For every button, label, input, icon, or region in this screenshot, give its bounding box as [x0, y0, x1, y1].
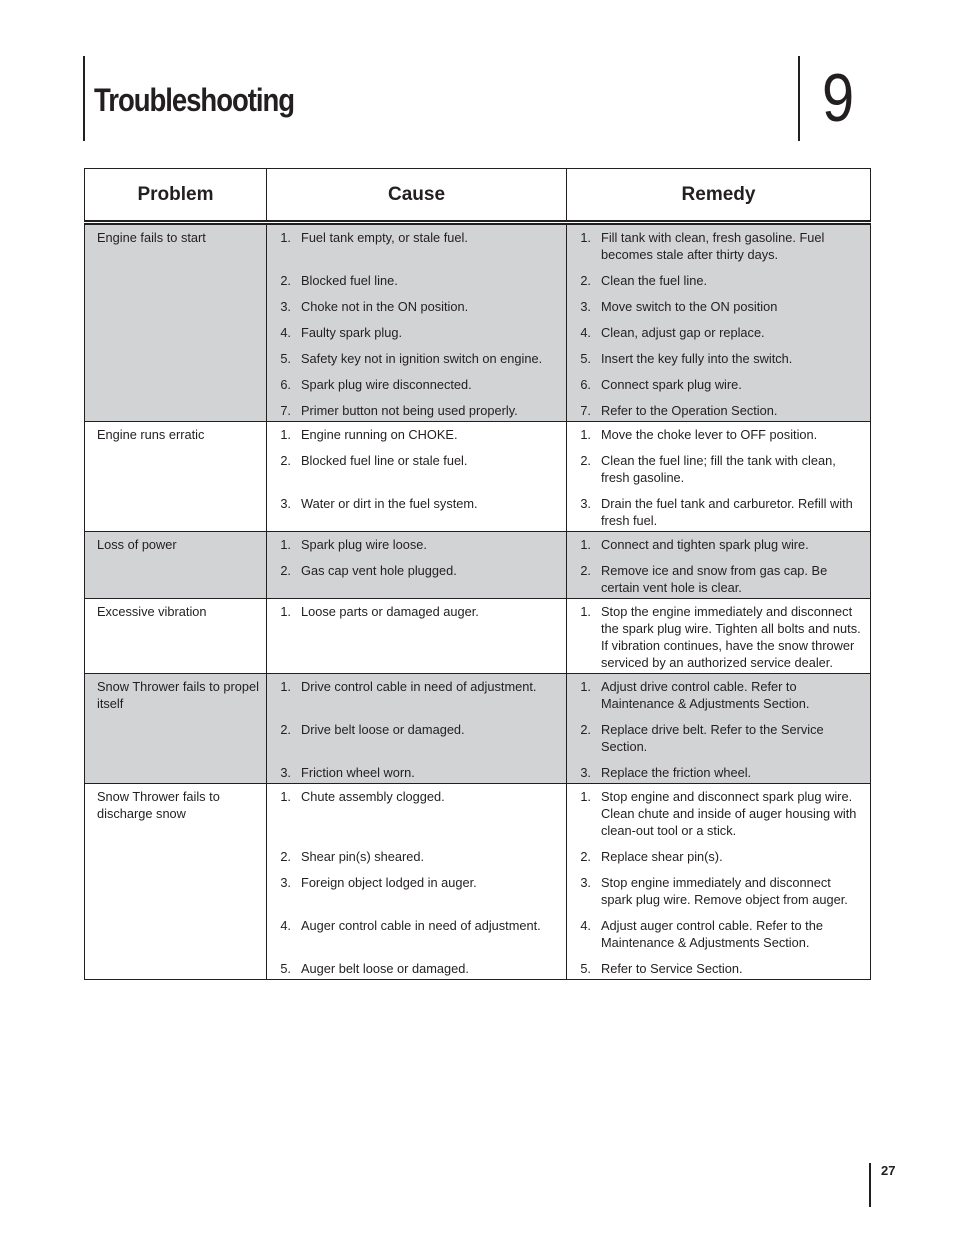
cause-item: [267, 874, 566, 908]
remedy-cell: [567, 422, 871, 532]
cause-item-text: Fuel tank empty, or stale fuel.: [301, 230, 468, 245]
remedy-cell: [567, 532, 871, 599]
remedy-item-number: 3.: [580, 765, 591, 780]
cause-item-number: 5.: [280, 351, 291, 366]
remedy-item-text: Fill tank with clean, fresh gasoline. Fuel becomes stale after thirty days.: [601, 230, 825, 262]
remedy-item-text: Move switch to the ON position: [601, 299, 778, 314]
remedy-item-text: Insert the key fully into the switch.: [601, 351, 793, 366]
cause-item: [267, 848, 566, 865]
cause-item: [267, 426, 566, 443]
remedy-list: [567, 536, 870, 596]
remedy-item-text: Refer to Service Section.: [601, 961, 743, 976]
problem-cell: Loss of power: [85, 532, 267, 599]
cause-item-text: Drive control cable in need of adjustment.: [301, 679, 537, 694]
cause-item-number: 2.: [280, 849, 291, 864]
cause-list: [267, 536, 566, 596]
remedy-cell: [567, 223, 871, 422]
remedy-item: [567, 960, 870, 977]
remedy-item: [567, 298, 870, 315]
cause-item: [267, 298, 566, 315]
cause-item-text: Loose parts or damaged auger.: [301, 604, 479, 619]
remedy-cell: [567, 674, 871, 784]
table-header-row: [85, 169, 871, 223]
cause-item-number: 3.: [280, 299, 291, 314]
cause-cell: [267, 599, 567, 674]
cause-item: [267, 272, 566, 289]
cause-item: [267, 603, 566, 671]
cause-item-number: 1.: [280, 230, 291, 245]
remedy-item: [567, 536, 870, 553]
remedy-item-number: 2.: [580, 453, 591, 468]
cause-item-text: Drive belt loose or damaged.: [301, 722, 465, 737]
remedy-item-number: 1.: [580, 679, 591, 694]
problem-cell: Engine runs erratic: [85, 422, 267, 532]
remedy-item-number: 2.: [580, 273, 591, 288]
cause-item-text: Friction wheel worn.: [301, 765, 415, 780]
remedy-item-text: Connect spark plug wire.: [601, 377, 742, 392]
remedy-item-text: Stop engine immediately and disconnect spark plug wire. Remove object from auger.: [601, 875, 848, 907]
cause-cell: [267, 674, 567, 784]
cause-item-number: 2.: [280, 453, 291, 468]
cause-item: [267, 402, 566, 419]
cause-item-text: Safety key not in ignition switch on engine.: [301, 351, 543, 366]
cause-item: [267, 721, 566, 755]
remedy-item: [567, 402, 870, 419]
remedy-cell: [567, 599, 871, 674]
remedy-list: [567, 788, 870, 977]
remedy-cell: [567, 784, 871, 980]
cause-item-text: Foreign object lodged in auger.: [301, 875, 477, 890]
remedy-item-number: 4.: [580, 918, 591, 933]
cause-item: [267, 678, 566, 712]
table-row: [85, 223, 871, 422]
remedy-item: [567, 426, 870, 443]
header-problem: Problem: [85, 169, 267, 223]
cause-item-text: Auger control cable in need of adjustment.: [301, 918, 541, 933]
remedy-item: [567, 350, 870, 367]
remedy-item: [567, 495, 870, 529]
remedy-item-number: 1.: [580, 604, 591, 619]
chapter-number: 9: [822, 60, 855, 136]
cause-list: [267, 788, 566, 977]
header-remedy: Remedy: [567, 169, 871, 223]
cause-item: [267, 788, 566, 839]
remedy-item: [567, 324, 870, 341]
remedy-item-number: 2.: [580, 563, 591, 578]
cause-item: [267, 452, 566, 486]
cause-item-number: 1.: [280, 604, 291, 619]
remedy-item-number: 1.: [580, 427, 591, 442]
remedy-item-number: 3.: [580, 299, 591, 314]
page-number-divider: [869, 1163, 871, 1207]
cause-item-number: 2.: [280, 722, 291, 737]
cause-item-text: Blocked fuel line or stale fuel.: [301, 453, 468, 468]
remedy-item-number: 4.: [580, 325, 591, 340]
remedy-item-text: Clean the fuel line.: [601, 273, 707, 288]
troubleshooting-table: [84, 168, 871, 980]
cause-item-number: 7.: [280, 403, 291, 418]
remedy-list: [567, 603, 870, 671]
remedy-item: [567, 874, 870, 908]
remedy-item-text: Stop the engine immediately and disconnect the spark plug wire. Tighten all bolts and nuts. If vibration continues, have the snow thrower serviced by an authorized service dealer.: [601, 604, 861, 670]
cause-item: [267, 764, 566, 781]
remedy-item: [567, 764, 870, 781]
cause-item: [267, 350, 566, 367]
remedy-item-number: 7.: [580, 403, 591, 418]
cause-item-text: Primer button not being used properly.: [301, 403, 518, 418]
cause-item-text: Spark plug wire loose.: [301, 537, 427, 552]
remedy-item: [567, 721, 870, 755]
cause-item: [267, 376, 566, 393]
chapter-divider: [798, 56, 800, 141]
remedy-item-number: 6.: [580, 377, 591, 392]
remedy-item: [567, 272, 870, 289]
remedy-list: [567, 426, 870, 529]
remedy-item-number: 3.: [580, 496, 591, 511]
remedy-item-number: 5.: [580, 961, 591, 976]
cause-item-text: Auger belt loose or damaged.: [301, 961, 469, 976]
cause-item-text: Shear pin(s) sheared.: [301, 849, 425, 864]
problem-cell: Excessive vibration: [85, 599, 267, 674]
cause-item-number: 4.: [280, 918, 291, 933]
page-title: Troubleshooting: [94, 82, 295, 118]
remedy-item-number: 2.: [580, 849, 591, 864]
remedy-item-text: Connect and tighten spark plug wire.: [601, 537, 809, 552]
remedy-item-text: Replace shear pin(s).: [601, 849, 723, 864]
remedy-item-text: Remove ice and snow from gas cap. Be certain vent hole is clear.: [601, 563, 828, 595]
remedy-item-number: 2.: [580, 722, 591, 737]
remedy-list: [567, 229, 870, 419]
cause-item-text: Water or dirt in the fuel system.: [301, 496, 478, 511]
cause-item-number: 5.: [280, 961, 291, 976]
remedy-item-number: 3.: [580, 875, 591, 890]
page-number: 27: [881, 1163, 896, 1178]
remedy-item: [567, 788, 870, 839]
problem-cell: Snow Thrower fails to discharge snow: [85, 784, 267, 980]
cause-list: [267, 678, 566, 781]
remedy-item: [567, 603, 870, 671]
cause-item-number: 4.: [280, 325, 291, 340]
cause-item: [267, 562, 566, 596]
remedy-item-number: 1.: [580, 537, 591, 552]
cause-item-number: 1.: [280, 427, 291, 442]
table-row: [85, 784, 871, 980]
cause-item: [267, 536, 566, 553]
remedy-item-text: Move the choke lever to OFF position.: [601, 427, 818, 442]
remedy-item-text: Replace the friction wheel.: [601, 765, 752, 780]
problem-cell: Engine fails to start: [85, 223, 267, 422]
remedy-item-text: Adjust drive control cable. Refer to Maintenance & Adjustments Section.: [601, 679, 810, 711]
cause-cell: [267, 223, 567, 422]
header-cause: Cause: [267, 169, 567, 223]
cause-list: [267, 426, 566, 529]
cause-item-text: Spark plug wire disconnected.: [301, 377, 472, 392]
remedy-item: [567, 452, 870, 486]
cause-cell: [267, 422, 567, 532]
cause-item: [267, 960, 566, 977]
remedy-item-text: Refer to the Operation Section.: [601, 403, 778, 418]
remedy-item: [567, 848, 870, 865]
remedy-item: [567, 562, 870, 596]
remedy-item: [567, 229, 870, 263]
table-row: [85, 422, 871, 532]
cause-item-text: Chute assembly clogged.: [301, 789, 445, 804]
cause-item-text: Choke not in the ON position.: [301, 299, 469, 314]
cause-item: [267, 229, 566, 263]
remedy-item-number: 1.: [580, 230, 591, 245]
cause-item-text: Engine running on CHOKE.: [301, 427, 458, 442]
cause-item-number: 3.: [280, 496, 291, 511]
cause-cell: [267, 784, 567, 980]
cause-cell: [267, 532, 567, 599]
remedy-item-text: Clean, adjust gap or replace.: [601, 325, 765, 340]
cause-item: [267, 917, 566, 951]
remedy-item-text: Replace drive belt. Refer to the Service Section.: [601, 722, 824, 754]
remedy-item: [567, 917, 870, 951]
title-divider: [83, 56, 85, 141]
cause-item: [267, 495, 566, 529]
cause-item-text: Blocked fuel line.: [301, 273, 398, 288]
cause-item-text: Gas cap vent hole plugged.: [301, 563, 457, 578]
remedy-list: [567, 678, 870, 781]
table-row: [85, 674, 871, 784]
table-row: [85, 532, 871, 599]
cause-item-number: 3.: [280, 875, 291, 890]
remedy-item-number: 1.: [580, 789, 591, 804]
cause-item: [267, 324, 566, 341]
cause-item-number: 2.: [280, 563, 291, 578]
cause-item-number: 2.: [280, 273, 291, 288]
problem-cell: Snow Thrower fails to propel itself: [85, 674, 267, 784]
cause-item-number: 1.: [280, 679, 291, 694]
remedy-item-text: Stop engine and disconnect spark plug wire. Clean chute and inside of auger housing with clean-out tool or a stick.: [601, 789, 857, 838]
cause-item-text: Faulty spark plug.: [301, 325, 403, 340]
remedy-item-text: Drain the fuel tank and carburetor. Refill with fresh fuel.: [601, 496, 853, 528]
cause-list: [267, 603, 566, 671]
cause-list: [267, 229, 566, 419]
cause-item-number: 1.: [280, 537, 291, 552]
table-body: [85, 223, 871, 980]
cause-item-number: 3.: [280, 765, 291, 780]
remedy-item-number: 5.: [580, 351, 591, 366]
cause-item-number: 1.: [280, 789, 291, 804]
cause-item-number: 6.: [280, 377, 291, 392]
remedy-item: [567, 678, 870, 712]
remedy-item: [567, 376, 870, 393]
remedy-item-text: Adjust auger control cable. Refer to the Maintenance & Adjustments Section.: [601, 918, 823, 950]
table-row: [85, 599, 871, 674]
remedy-item-text: Clean the fuel line; fill the tank with clean, fresh gasoline.: [601, 453, 836, 485]
